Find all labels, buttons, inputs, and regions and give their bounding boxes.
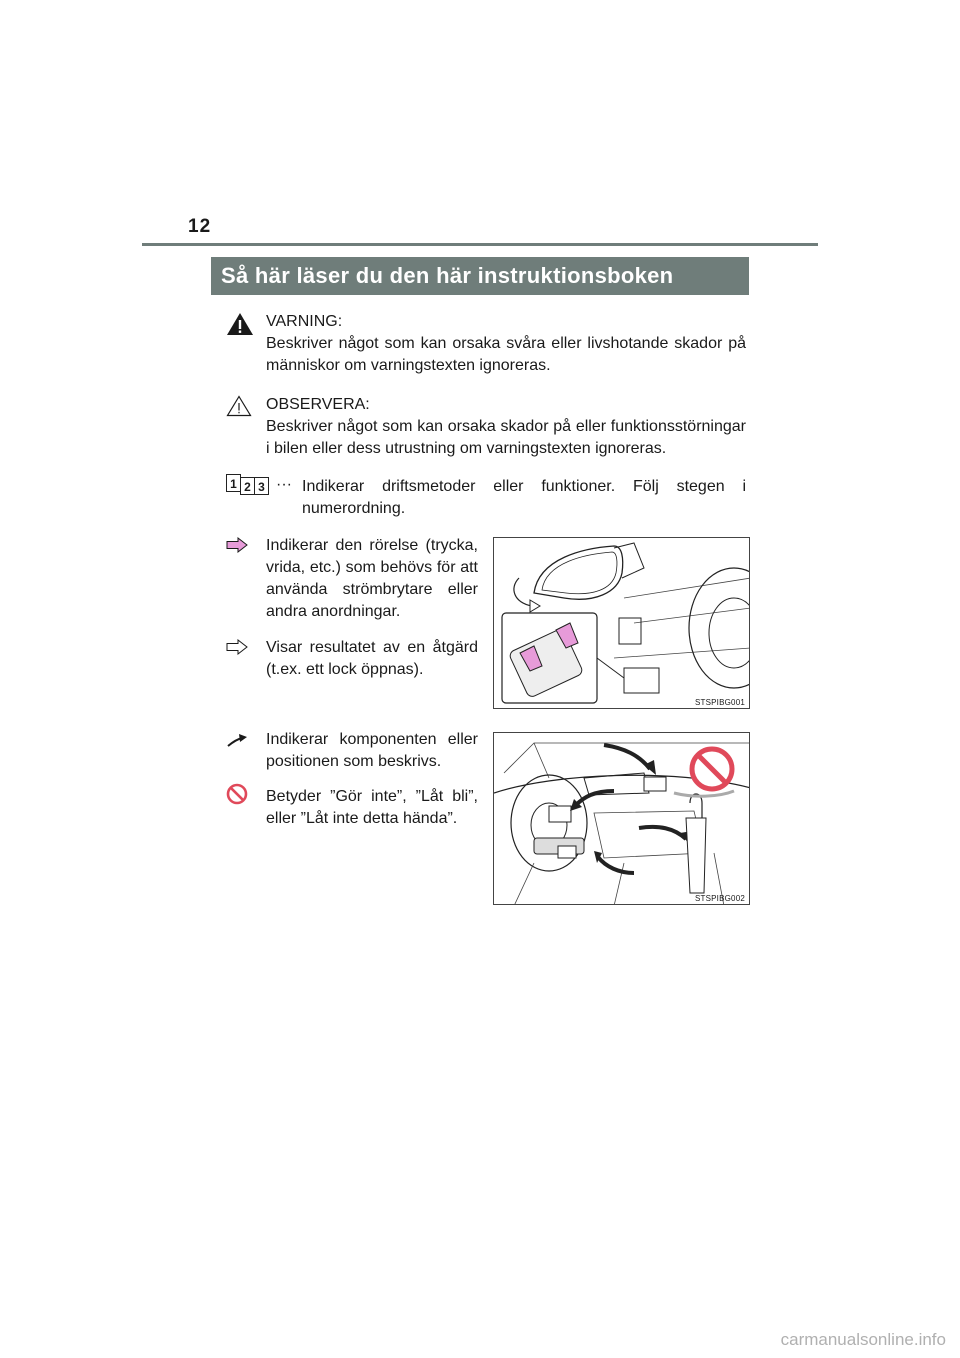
warning-heading: VARNING: (266, 313, 343, 330)
dashboard-illustration (494, 733, 750, 905)
component-text: Indikerar komponenten eller positionen som beskrivs. (266, 731, 478, 770)
watermark: carmanualsonline.info (780, 1330, 946, 1349)
page-number: 12 (188, 216, 212, 237)
figure-dashboard (493, 732, 750, 905)
result-text: Visar resultatet av en åtgärd (t.ex. ett lock öppnas). (266, 639, 478, 678)
notice-text: Beskriver något som kan orsaka skador på eller funktionsstörningar i bilen eller dess utrustning om varningstexten ignoreras. (266, 418, 746, 457)
warning-icon (226, 312, 254, 336)
steps-text: Indikerar driftsmetoder eller funktioner. Följ stegen i numerordning. (302, 478, 746, 517)
mirror-switch-illustration (494, 538, 750, 709)
step-number-2: 2 (240, 477, 255, 495)
result-arrow-icon (226, 639, 248, 655)
figure-2-label: STSPIBG002 (694, 894, 745, 903)
header-rule (142, 243, 818, 246)
warning-text: Beskriver något som kan orsaka svåra eller livshotande skador på människor om varningstexten ignoreras. (266, 335, 746, 374)
figure-1-label: STSPIBG001 (694, 698, 745, 707)
notice-heading: OBSERVERA: (266, 396, 370, 413)
step-number-3: 3 (254, 477, 269, 495)
motion-text: Indikerar den rörelse (trycka, vrida, etc.) som behövs för att använda strömbrytare eller andra anordningar. (266, 537, 478, 620)
step-number-1: 1 (226, 474, 241, 492)
step-dots: ··· (276, 476, 292, 493)
component-pointer-icon (226, 733, 248, 747)
page-title: Så här läser du den här instruktionsboken (211, 257, 749, 295)
figure-mirror-switch (493, 537, 750, 709)
motion-arrow-icon (226, 537, 248, 553)
prohibited-text: Betyder ”Gör inte”, ”Låt bli”, eller ”Låt inte detta hända”. (266, 788, 478, 827)
prohibited-icon (226, 783, 248, 805)
caution-icon (226, 395, 252, 417)
